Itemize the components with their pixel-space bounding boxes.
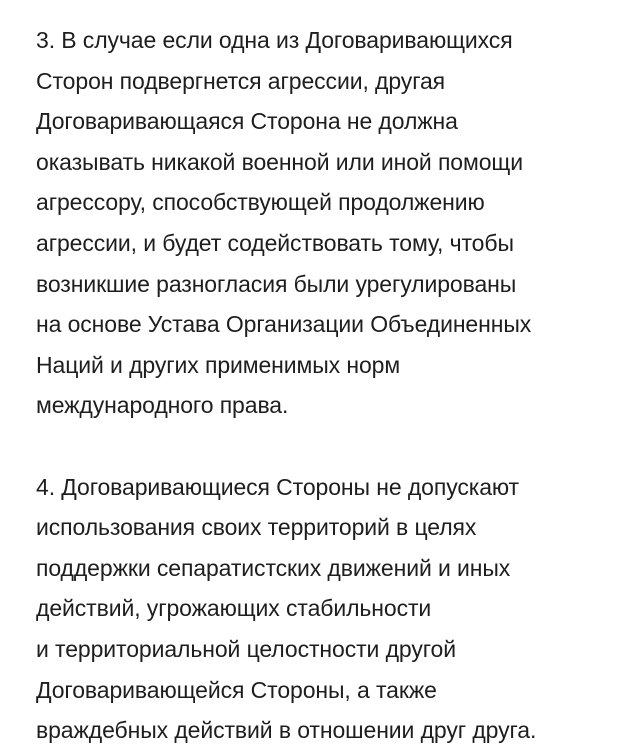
text-line: враждебных действий в отношении друг друга. — [36, 717, 537, 744]
text-line: использования своих территорий в целях — [36, 514, 477, 541]
text-line: возникшие разногласия были урегулированы — [36, 270, 517, 297]
text-line: агрессору, способствующей продолжению — [36, 189, 485, 216]
text-line: оказывать никакой военной или иной помощи — [36, 148, 523, 175]
paragraph-3 — [36, 20, 636, 426]
text-line: Договаривающаяся Сторона не должна — [36, 108, 458, 135]
text-line: международного права. — [36, 392, 289, 419]
document-body — [36, 20, 636, 751]
text-line: 3. В случае если одна из Договаривающихся — [36, 27, 513, 53]
text-line: действий, угрожающих стабильности — [36, 595, 432, 622]
text-line: и территориальной целостности другой — [36, 635, 456, 662]
paragraph-spacer — [36, 426, 636, 467]
text-line: Наций и других применимых норм — [36, 351, 401, 378]
text-line: 4. Договаривающиеся Стороны не допускают — [36, 473, 519, 500]
text-line: поддержки сепаратистских движений и иных — [36, 554, 511, 581]
text-line: агрессии, и будет содействовать тому, чтобы — [36, 229, 514, 256]
text-line: Договаривающейся Стороны, а также — [36, 676, 437, 703]
text-line: на основе Устава Организации Объединенных — [36, 311, 532, 338]
paragraph-4 — [36, 467, 636, 751]
text-line: Сторон подвергнется агрессии, другая — [36, 67, 446, 94]
